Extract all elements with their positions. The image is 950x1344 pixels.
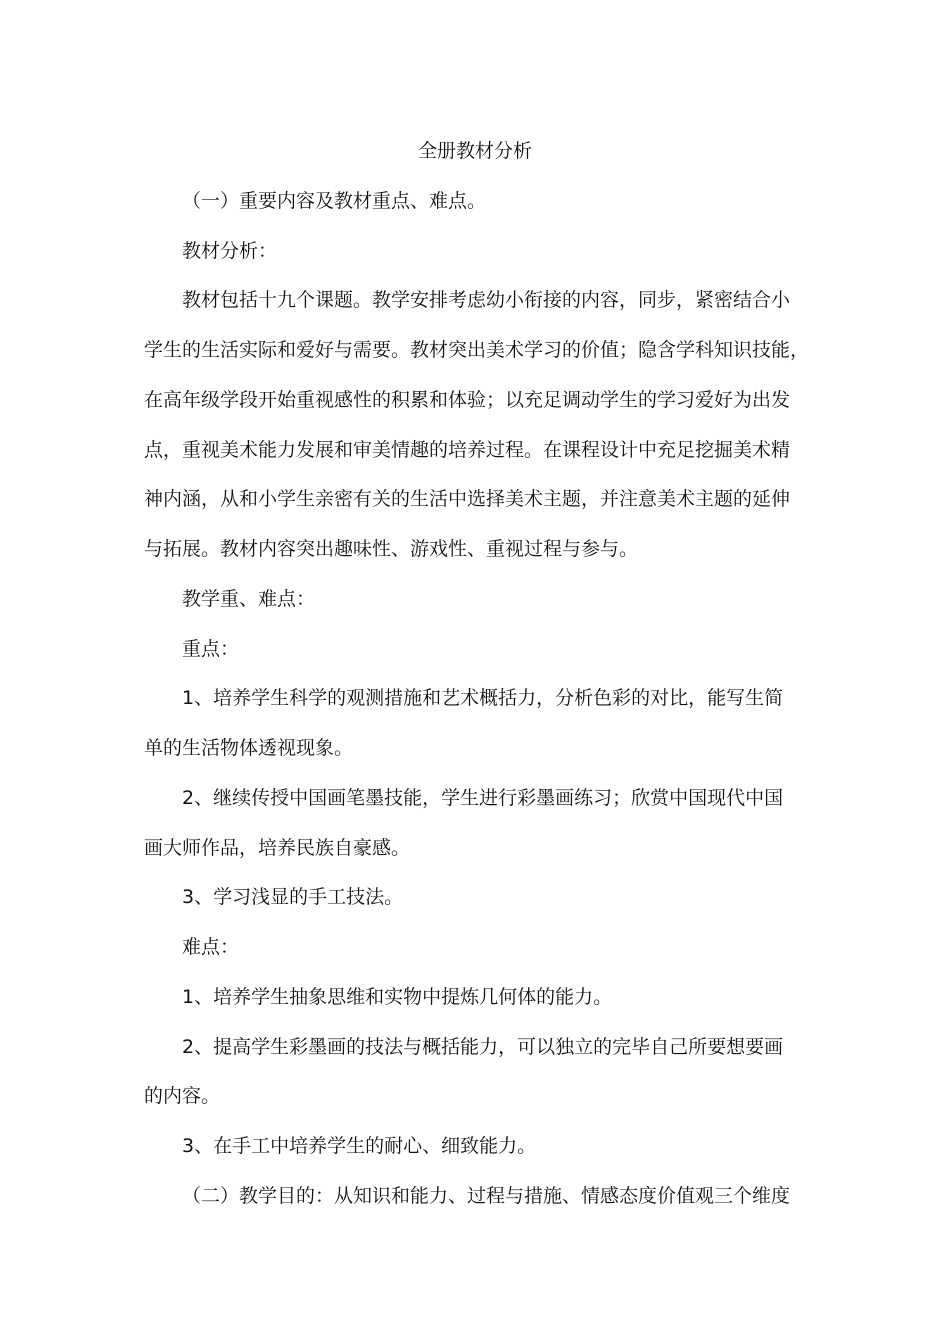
paragraph-line: 与拓展。教材内容突出趣味性、游戏性、重视过程与参与。 bbox=[144, 538, 639, 560]
paragraph-line: 神内涵，从和小学生亲密有关的生活中选择美术主题，并注意美术主题的延伸 bbox=[144, 488, 791, 510]
list-item-line: 3、在手工中培养学生的耐心、细致能力。 bbox=[182, 1135, 537, 1157]
paragraph-line: 点，重视美术能力发展和审美情趣的培养过程。在课程设计中充足挖掘美术精 bbox=[144, 439, 791, 461]
list-item-line: 画大师作品，培养民族自豪感。 bbox=[144, 837, 411, 859]
list-item-line: 单的生活物体透视现象。 bbox=[144, 737, 354, 759]
subheading-key-points: 重点： bbox=[182, 638, 240, 660]
section-heading-2: （二）教学目的：从知识和能力、过程与措施、情感态度价值观三个维度 bbox=[182, 1185, 791, 1207]
subheading-key-difficult: 教学重、难点： bbox=[182, 588, 316, 610]
list-item-line: 2、继续传授中国画笔墨技能，学生进行彩墨画练习；欣赏中国现代中国 bbox=[182, 787, 784, 809]
list-item-line: 的内容。 bbox=[144, 1085, 221, 1107]
section-heading-1: （一）重要内容及教材重点、难点。 bbox=[182, 190, 487, 212]
list-item-line: 1、培养学生科学的观测措施和艺术概括力，分析色彩的对比，能写生简 bbox=[182, 687, 784, 709]
paragraph-line: 学生的生活实际和爱好与需要。教材突出美术学习的价值；隐含学科知识技能， bbox=[144, 339, 810, 361]
list-item-line: 1、培养学生抽象思维和实物中提炼几何体的能力。 bbox=[182, 986, 613, 1008]
subheading-material-analysis: 教材分析： bbox=[182, 240, 278, 262]
paragraph-line: 教材包括十九个课题。教学安排考虑幼小衔接的内容，同步，紧密结合小 bbox=[182, 289, 791, 311]
document-title: 全册教材分析 bbox=[417, 140, 532, 162]
subheading-difficult-points: 难点： bbox=[182, 936, 240, 958]
list-item-line: 3、学习浅显的手工技法。 bbox=[182, 886, 404, 908]
paragraph-line: 在高年级学段开始重视感性的积累和体验；以充足调动学生的学习爱好为出发 bbox=[144, 389, 791, 411]
list-item-line: 2、提高学生彩墨画的技法与概括能力，可以独立的完毕自己所要想要画 bbox=[182, 1036, 784, 1058]
